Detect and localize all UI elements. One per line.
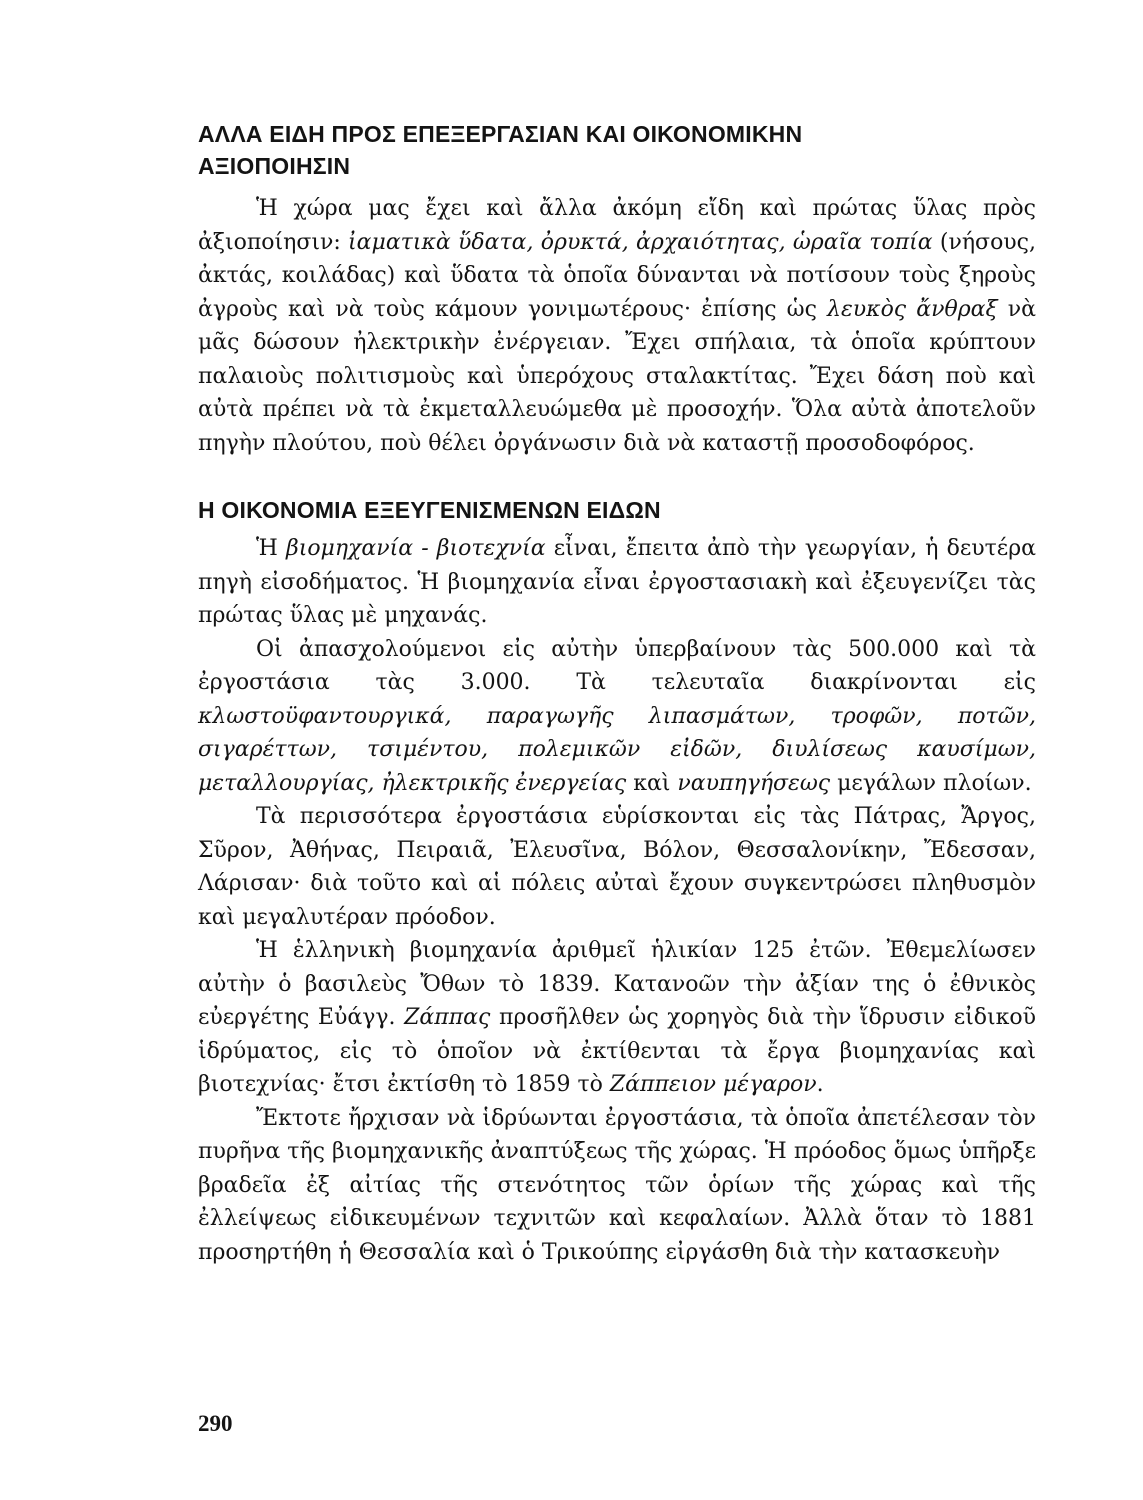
text-run: νὰ μᾶς δώσουν ἠλεκτρικὴν ἐνέργειαν. Ἔχει σπήλαια, τὰ ὁποῖα κρύπτουν παλαιοὺς πολιτισμοὺς καὶ ὑπερόχους σταλακτίτας. Ἔχει δάση ποὺ καὶ αὐτὰ πρέπει νὰ τὰ ἐκμεταλλευώμεθα μὲ προσοχήν. Ὅλα αὐτὰ ἀποτελοῦν πηγὴν πλούτου, ποὺ θέλει ὀργάνωσιν διὰ νὰ καταστῇ προσοδοφόρος. xyxy=(198,296,1036,456)
page-content xyxy=(198,118,1036,1269)
text-run: εἶναι, ἔπειτα ἀπὸ τὴν γεωργίαν, ἡ δευτέρα πηγὴ εἰσοδήματος. Ἡ βιομηχανία εἶναι ἐργοστασιακὴ καὶ ἐξευγενίζει τὰς πρώτας ὕλας μὲ μηχανάς. xyxy=(198,536,1036,628)
paragraph-industry-history xyxy=(198,934,1036,1102)
section-heading-other-goods xyxy=(198,118,1036,182)
italic-run: Ζάππας xyxy=(404,1005,491,1030)
italic-run: ναυπηγήσεως xyxy=(677,770,831,796)
italic-run: ἰαματικὰ ὕδατα, ὀρυκτά, ἀρχαιότητας, ὡραῖα τοπία xyxy=(348,229,933,255)
italic-run: βιομηχανία - βιοτεχνία xyxy=(285,536,546,561)
page-number: 290 xyxy=(198,1411,233,1436)
italic-run: Ζάππειον μέγαρον xyxy=(609,1072,817,1097)
text-run: Οἱ ἀπασχολούμενοι εἰς αὐτὴν ὑπερβαίνουν τὰς 500.000 καὶ τὰ ἐργοστάσια τὰς 3.000. Τὰ τελευταῖα διακρίνονται εἰς xyxy=(198,636,1036,695)
italic-run: λευκὸς ἄνθραξ xyxy=(827,296,998,322)
section-heading-refined-goods: Η ΟΙΚΟΝΟΜΙΑ ΕΞΕΥΓΕΝΙΣΜΕΝΩΝ ΕΙΔΩΝ xyxy=(198,497,661,523)
italic-run: κλωστοϋφαντουργικά, παραγωγῆς λιπασμάτων, τροφῶν, ποτῶν, σιγαρέττων, τσιμέντου, πολεμικῶν εἰδῶν, διυλίσεως καυσίμων, μεταλλουργίας, ἠλεκτρικῆς ἐνεργείας xyxy=(198,703,1036,796)
paragraph-industry-intro xyxy=(198,532,1036,633)
text-run: Ἡ xyxy=(256,536,286,561)
text-run: προσῆλθεν ὡς χορηγὸς διὰ τὴν ἵδρυσιν εἰδικοῦ ἱδρύματος, εἰς τὸ ὁποῖον νὰ ἐκτίθενται τὰ ἔργα βιομηχανίας καὶ βιοτεχνίας· ἔτσι ἐκτίσθη τὸ 1859 τὸ xyxy=(198,1005,1037,1097)
text-run: Τὰ περισσότερα ἐργοστάσια εὑρίσκονται εἰς τὰς Πάτρας, Ἄργος, Σῦρον, Ἀθήνας, Πειραιᾶ, Ἐλευσῖνα, Βόλον, Θεσσαλονίκην, Ἔδεσσαν, Λάρισαν· διὰ τοῦτο καὶ αἱ πόλεις αὐταὶ ἔχουν συγκεντρώσει πληθυσμὸν καὶ μεγαλυτέραν πρόοδον. xyxy=(198,804,1036,930)
heading-line-1: ΑΛΛΑ ΕΙΔΗ ΠΡΟΣ ΕΠΕΞΕΡΓΑΣΙΑΝ ΚΑΙ ΟΙΚΟΝΟΜΙΚΗΝ xyxy=(198,121,803,147)
text-run: μεγάλων πλοίων. xyxy=(830,770,1032,796)
text-run: Ἡ χώρα μας ἔχει καὶ ἄλλα ἀκόμη εἴδη καὶ πρώτας ὕλας πρὸς ἀξιοποίησιν: xyxy=(198,196,1036,255)
text-run: καὶ xyxy=(626,770,678,796)
text-run: Ἔκτοτε ἤρχισαν νὰ ἱδρύωνται ἐργοστάσια, τὰ ὁποῖα ἀπετέλεσαν τὸν πυρῆνα τῆς βιομηχανικῆς ἀναπτύξεως τῆς χώρας. Ἡ πρόοδος ὅμως ὑπῆρξε βραδεῖα ἐξ αἰτίας τῆς στενότητος τῶν ὁρίων τῆς χώρας καὶ τῆς ἐλλείψεως εἰδικευμένων τεχνιτῶν καὶ κεφαλαίων. Ἀλλὰ ὅταν τὸ 1881 προσηρτήθη ἡ Θεσσαλία καὶ ὁ Τρικούπης εἰργάσθη διὰ τὴν κατασκευὴν xyxy=(198,1105,1036,1265)
paragraph-factory-cities xyxy=(198,800,1036,934)
paragraph-industry-sectors xyxy=(198,633,1036,801)
text-run: Ἡ ἑλληνικὴ βιομηχανία ἀριθμεῖ ἡλικίαν 125 ἐτῶν. Ἐθεμελίωσεν αὐτὴν ὁ βασιλεὺς Ὄθων τὸ 1839. Κατανοῶν τὴν ἀξίαν της ὁ ἐθνικὸς εὐεργέτης Εὐάγγ. xyxy=(198,938,1036,1030)
heading-line-2: ΑΞΙΟΠΟΙΗΣΙΝ xyxy=(198,153,351,179)
text-run: . xyxy=(816,1072,824,1097)
text-run: (νήσους, ἀκτάς, κοιλάδας) καὶ ὕδατα τὰ ὁποῖα δύνανται νὰ ποτίσουν τοὺς ξηροὺς ἀγροὺς καὶ νὰ τοὺς κάμουν γονιμωτέρους· ἐπίσης ὡς xyxy=(198,229,1036,322)
paragraph-industry-development xyxy=(198,1102,1036,1270)
paragraph-natural-resources xyxy=(198,192,1036,460)
